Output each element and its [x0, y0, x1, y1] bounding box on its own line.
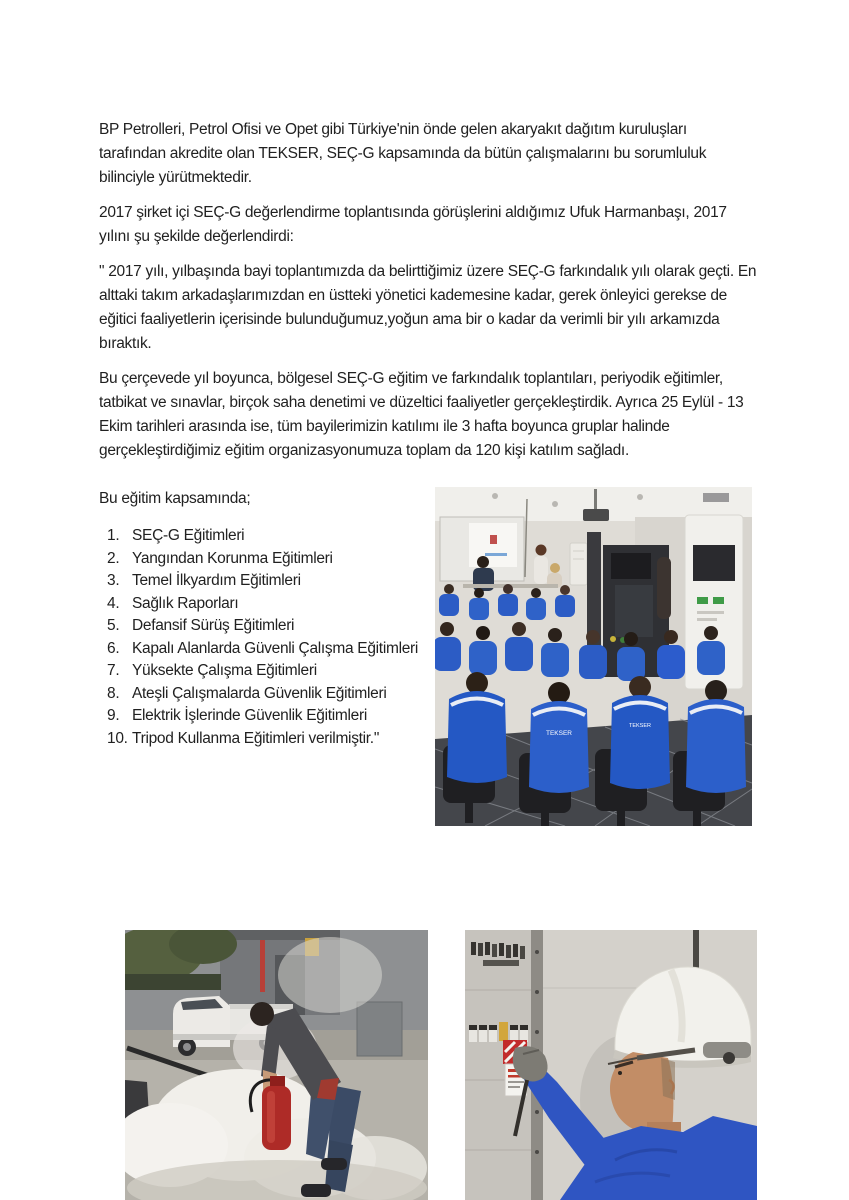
training-list-item: [107, 638, 452, 661]
list-item-label: Elektrik İşlerinde Güvenlik Eğitimleri: [132, 707, 367, 724]
paragraph-accreditation: BP Petrolleri, Petrol Ofisi ve Opet gibi Türkiye'nin önde gelen akaryakıt dağıtım kuruluşları tarafından akredite olan TEKSER, SEÇ-G kapsamında da bütün çalışmalarını bu sorumluluk bilinciyle yürütmektedir.: [99, 121, 707, 186]
electrical-panel-illustration: [465, 930, 757, 1200]
list-item-label: Tripod Kullanma Eğitimleri verilmiştir.": [132, 729, 380, 747]
list-item-number: 3.: [107, 572, 120, 589]
paragraph-quote: " 2017 yılı, yılbaşında bayi toplantımızda da belirttiğimiz üzere SEÇ-G farkındalık yılı olarak geçti. En alttaki takım arkadaşlarımızdan en üstteki yönetici kademesine kadar, gerek önleyici gerekse de eğitici faaliyetlerin içerisinde bulunduğumuz,yoğun ama bir o kadar da verimli bir yılı arkamızda bıraktık.: [99, 263, 757, 352]
training-list-item: [107, 570, 452, 593]
list-intro: Bu eğitim kapsamında;: [99, 490, 251, 507]
list-item-number: 6.: [107, 639, 120, 657]
fire-extinguisher: [262, 1086, 291, 1150]
training-list-item: [107, 683, 452, 706]
training-list-item: [107, 660, 452, 683]
presenter: [534, 556, 548, 584]
training-list-item: [107, 593, 452, 616]
red-pipe: [260, 940, 265, 992]
ceiling-vent: [703, 493, 729, 502]
trainee-head: [250, 1002, 274, 1026]
list-item-number: 9.: [107, 707, 120, 724]
classroom-illustration: [435, 487, 752, 826]
fence: [125, 974, 221, 990]
utility-box: [357, 1002, 402, 1056]
paragraph-meeting: 2017 şirket içi SEÇ-G değerlendirme toplantısında görüşlerini aldığımız Ufuk Harmanbaşı, 2017 yılını şu şekilde değerlendirdi:: [99, 204, 727, 245]
training-list-item: [107, 615, 452, 638]
tekser-jacket-label: TEKSER: [545, 730, 573, 737]
photo-classroom-training: [435, 487, 752, 826]
list-item-label: SEÇ-G Eğitimleri: [132, 527, 245, 544]
photo-electrical-lockout: [465, 930, 757, 1200]
list-item-number: 2.: [107, 549, 120, 567]
list-item-number: 5.: [107, 617, 120, 634]
list-item-number: 4.: [107, 594, 120, 612]
eye: [618, 1071, 622, 1075]
list-item-number: 10.: [107, 729, 128, 747]
ceiling-light: [492, 493, 498, 499]
list-item-label: Ateşli Çalışmalarda Güvenlik Eğitimleri: [132, 684, 387, 702]
list-item-number: 7.: [107, 662, 120, 679]
training-list: [99, 525, 452, 750]
projector: [583, 509, 609, 521]
fire-drill-illustration: [125, 930, 428, 1200]
photo-fire-drill: [125, 930, 428, 1200]
training-list-item: [107, 728, 452, 751]
fuel-nozzle: [610, 636, 616, 642]
list-item-label: Yüksekte Çalışma Eğitimleri: [132, 662, 317, 679]
air-conditioner: [570, 543, 587, 585]
shoe: [301, 1184, 331, 1197]
list-item-number: 8.: [107, 684, 120, 702]
training-list-item: [107, 705, 452, 728]
list-item-label: Kapalı Alanlarda Güvenli Çalışma Eğitimleri: [132, 639, 419, 657]
sideburn: [661, 1058, 675, 1100]
yellow-lockout-device: [499, 1022, 508, 1041]
training-list-item: [107, 548, 452, 571]
tekser-jacket-label-2: TEKSER: [628, 723, 652, 729]
hanging-jacket: [657, 557, 671, 619]
paragraph-activities: Bu çerçevede yıl boyunca, bölgesel SEÇ-G eğitim ve farkındalık toplantıları, periyodik eğitimler, tatbikat ve sınavlar, birçok saha denetimi ve düzeltici faaliyetler gerçekleştirdik. Ayrıca 25 Eylül - 13 Ekim tarihleri arasında ise, tüm bayilerimizin katılımı ile 3 hafta boyunca gruplar halinde gerçekleştirdiğimiz eğitim organizasyonumuza toplam da 120 kişi katılım sağladı.: [99, 370, 744, 459]
presenter-head: [536, 545, 547, 556]
list-item-label: Temel İlkyardım Eğitimleri: [132, 572, 301, 589]
list-item-label: Defansif Sürüş Eğitimleri: [132, 617, 295, 634]
list-item-label: Sağlık Raporları: [132, 594, 239, 612]
list-item-number: 1.: [107, 527, 120, 544]
training-list-item: [107, 525, 452, 548]
list-item-label: Yangından Korunma Eğitimleri: [132, 549, 333, 567]
